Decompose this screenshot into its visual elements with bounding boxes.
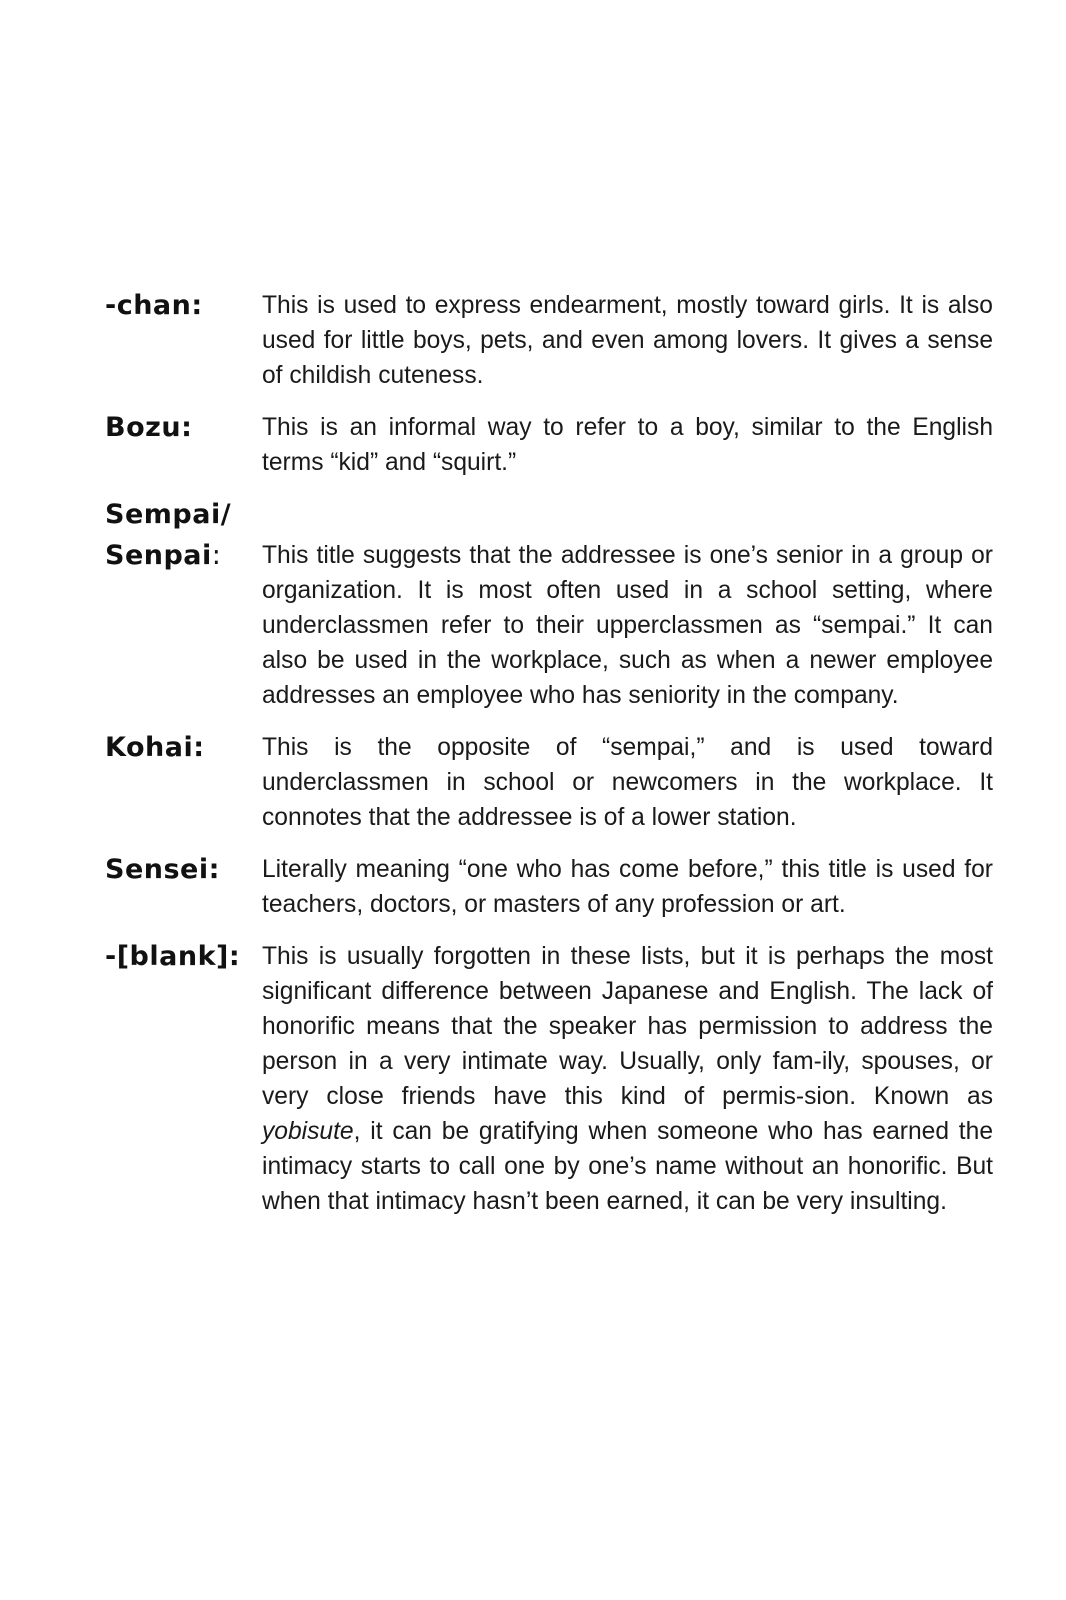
glossary-term-line2: Senpai	[105, 540, 212, 571]
definition-text: This is usually forgotten in these lists, but it is perhaps the most significant difference between Japanese and English. The lack of honorific means that the speaker has permission to address the person in a very intimate way. Usually, only fam-ily, spouses, or very close friends have this kind of permis-sion. Known as	[262, 943, 993, 1110]
glossary-term-colon: :	[211, 540, 222, 571]
glossary-term	[105, 538, 262, 573]
glossary-entry-senpai	[105, 538, 993, 713]
glossary-entry-bozu	[105, 410, 993, 480]
glossary-term: -chan:	[105, 290, 203, 321]
honorifics-glossary	[105, 288, 993, 1236]
glossary-term-line1: Sempai/	[105, 499, 232, 530]
glossary-term: -[blank]:	[105, 941, 241, 972]
glossary-definition	[262, 939, 993, 1219]
glossary-definition: This title suggests that the addressee is one’s senior in a group or organization. It is most often used in a school setting, where underclassmen refer to their upperclassmen as “sempai.” It can also be used in the workplace, such as when a newer employee addresses an employee who has seniority in the company.	[262, 542, 993, 709]
glossary-definition: This is an informal way to refer to a boy, similar to the English terms “kid” and “squirt.”	[262, 414, 993, 476]
glossary-entry-sensei	[105, 852, 993, 922]
glossary-definition: This is used to express endearment, mostly toward girls. It is also used for little boys, pets, and even among lovers. It gives a sense of childish cuteness.	[262, 292, 993, 389]
definition-text: , it can be gratifying when someone who has earned the intimacy starts to call one by one’s name without an honorific. But when that intimacy hasn’t been earned, it can be very insulting.	[262, 1118, 993, 1215]
glossary-term: Sensei:	[105, 854, 220, 885]
glossary-definition: Literally meaning “one who has come before,” this title is used for teachers, doctors, or masters of any profession or art.	[262, 856, 993, 918]
glossary-entry-kohai	[105, 730, 993, 835]
glossary-entry-blank	[105, 939, 993, 1219]
glossary-definition: This is the opposite of “sempai,” and is used toward underclassmen in school or newcomers in the workplace. It connotes that the addressee is of a lower station.	[262, 734, 993, 831]
glossary-term: Bozu:	[105, 412, 193, 443]
glossary-entry-chan	[105, 288, 993, 393]
definition-italic-term: yobisute	[262, 1118, 354, 1145]
glossary-term: Kohai:	[105, 732, 205, 763]
